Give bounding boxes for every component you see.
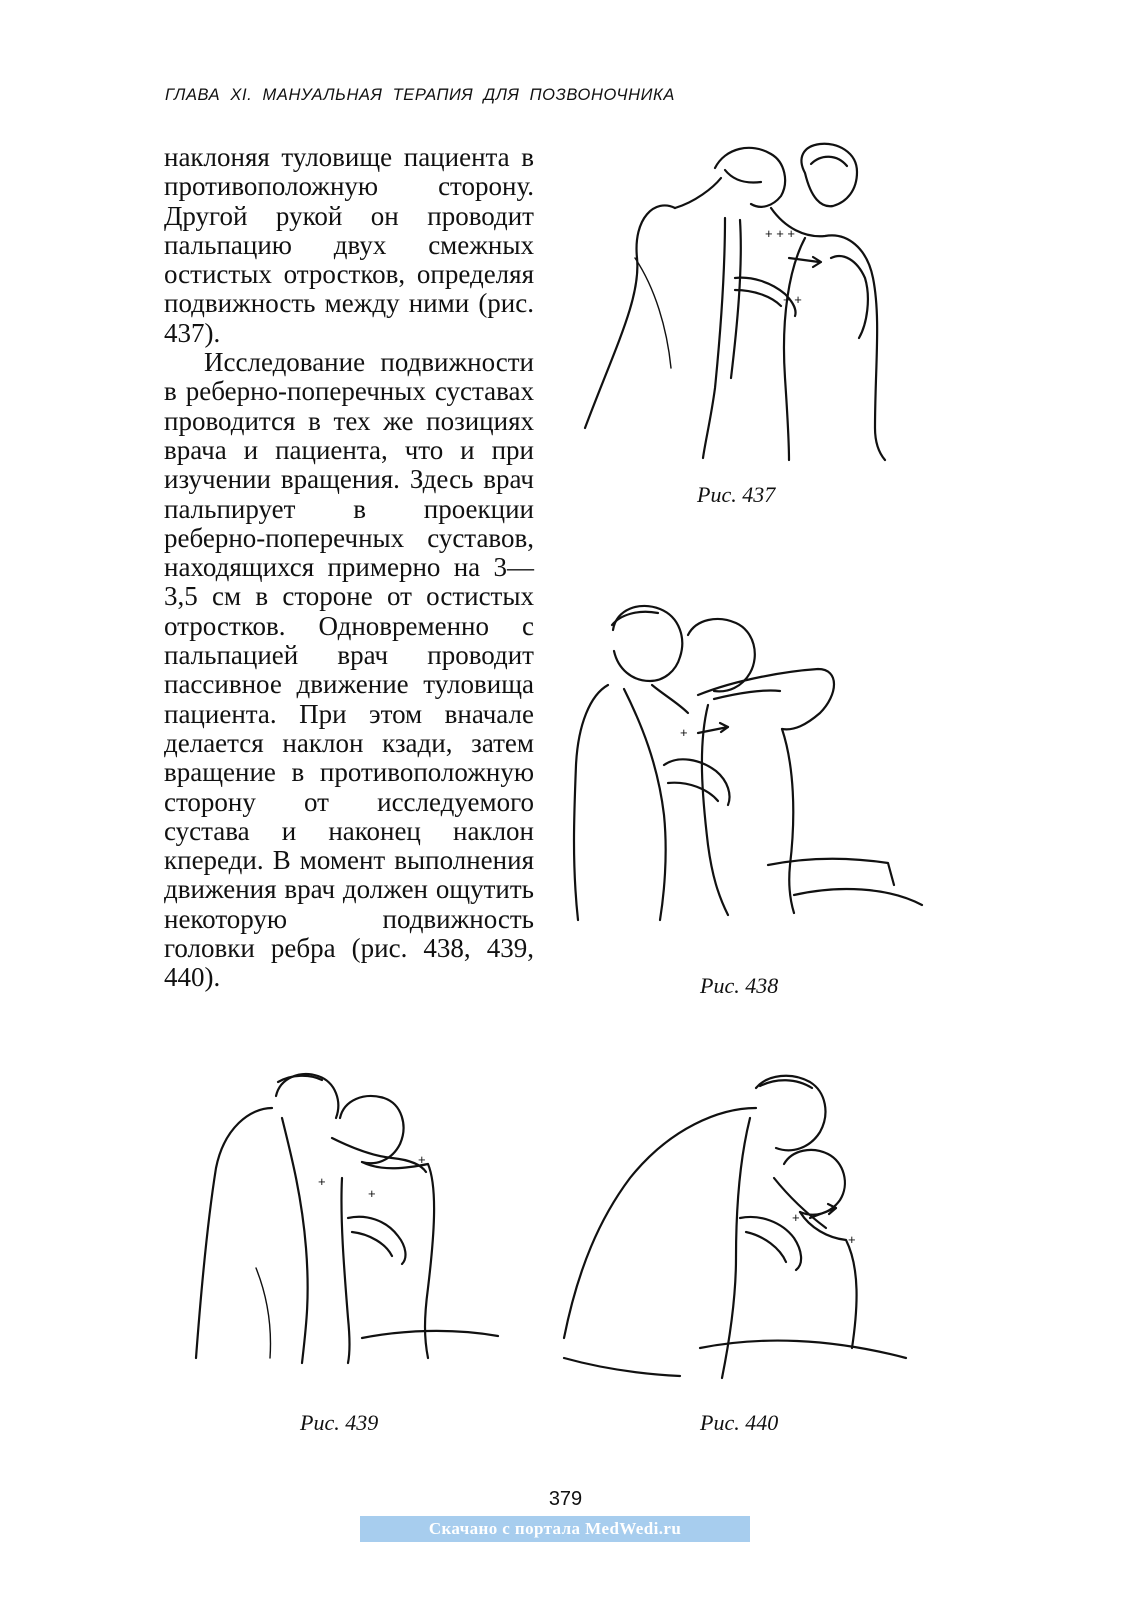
figure-439 — [172, 1068, 507, 1368]
svg-text:+: + — [418, 1152, 426, 1167]
paragraph-2: Исследование подвижности в реберно-поперечных суставах проводится в тех же позициях врача и пациента, что и при изучении вращения. Здесь врач пальпирует в проекции реберно-поперечных суставов, находящихся примерно на 3—3,5 см в стороне от остистых отростков. Одновременно с пальпацией врач проводит пассивное движение туловища пациента. При этом вначале делается наклон кзади, затем вращение в противоположную сторону от исследуемого сустава и наконец наклон кпереди. В момент выполнения движения врач должен ощутить некоторую подвижность головки ребра (рис. 438, 439, 440). — [164, 347, 534, 993]
palpation-side-bend-illustration — [568, 595, 928, 925]
svg-text:+ +: + + — [783, 292, 802, 307]
palpation-back-bend-illustration — [172, 1068, 507, 1368]
watermark-banner[interactable]: Скачано с портала MedWedi.ru — [360, 1516, 750, 1542]
figure-437-caption: Рис. 437 — [697, 482, 776, 507]
figure-440-caption: Рис. 440 — [700, 1410, 779, 1435]
palpation-rotation-illustration — [575, 128, 900, 463]
figure-440 — [560, 1068, 910, 1388]
svg-text:+: + — [680, 725, 688, 740]
chapter-header: ГЛАВА XI. МАНУАЛЬНАЯ ТЕРАПИЯ ДЛЯ ПОЗВОНОЧНИКА — [165, 86, 675, 104]
svg-text:+: + — [848, 1232, 856, 1247]
svg-text:+: + — [368, 1186, 376, 1201]
page-number: 379 — [548, 1488, 583, 1510]
svg-text:+: + — [792, 1210, 800, 1225]
figure-437 — [575, 128, 900, 463]
palpation-forward-bend-illustration — [560, 1068, 910, 1388]
body-text — [164, 143, 534, 993]
svg-text:+: + — [318, 1174, 326, 1189]
figure-438 — [568, 595, 928, 925]
svg-text:+ + +: + + + — [765, 226, 795, 241]
paragraph-1: наклоняя туловище пациента в противоположную сторону. Другой рукой он проводит пальпацию двух смежных остистых отростков, определяя подвижность между ними (рис. 437). — [164, 142, 534, 348]
figure-438-caption: Рис. 438 — [700, 973, 779, 998]
figure-439-caption: Рис. 439 — [300, 1410, 379, 1435]
